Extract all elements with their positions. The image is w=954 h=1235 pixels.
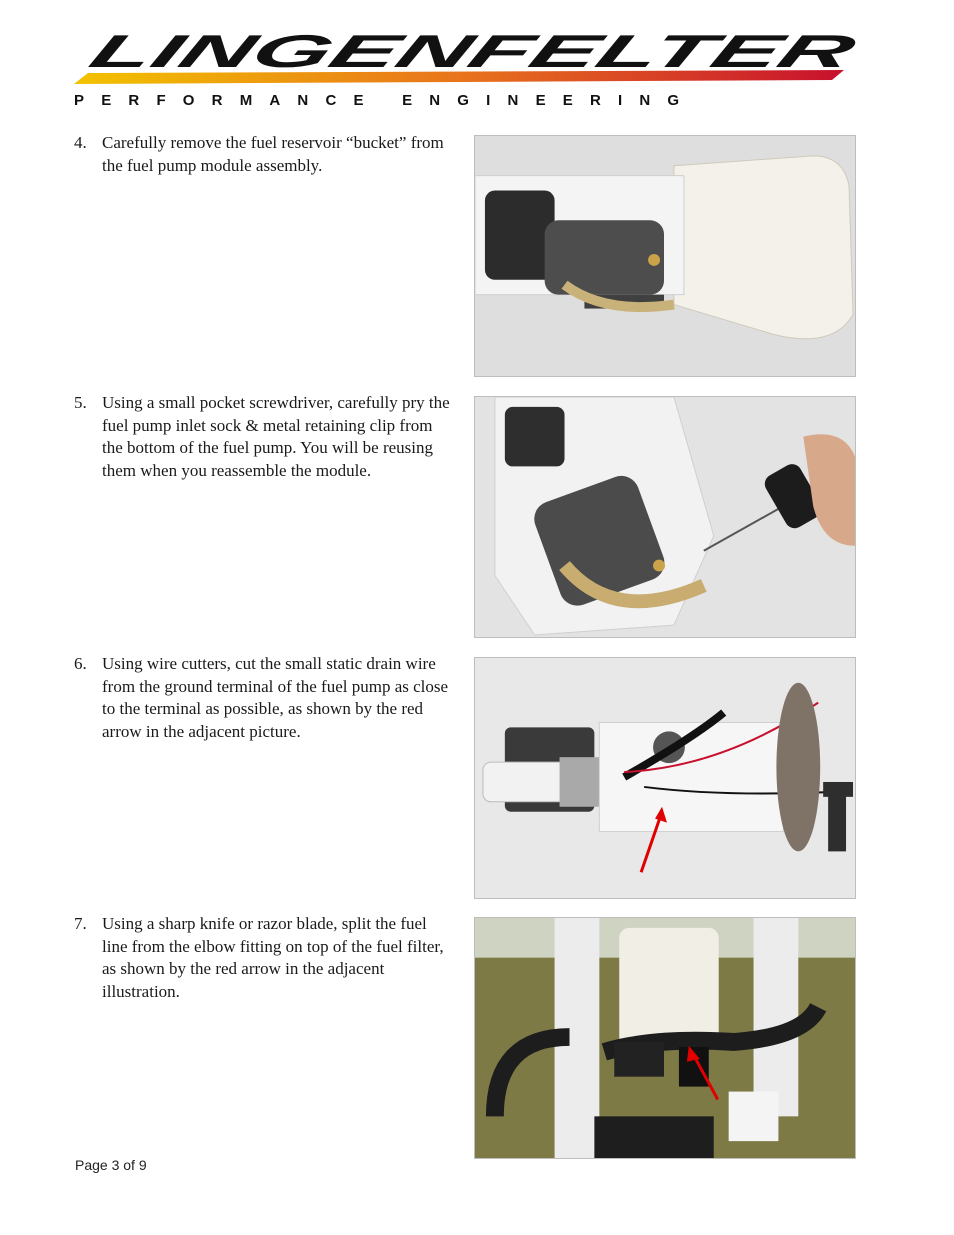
step-number: 4.	[74, 133, 87, 152]
step-text: Carefully remove the fuel reservoir “bucket” from the fuel pump module assembly.	[102, 133, 444, 175]
logo-tagline: PERFORMANCE ENGINEERING	[74, 92, 697, 109]
photo-fuel-line	[474, 917, 856, 1159]
step-6	[74, 653, 456, 743]
step-number: 5.	[74, 393, 87, 412]
photo-drain-wire	[474, 657, 856, 899]
photo-bucket-removal	[474, 135, 856, 377]
step-number: 7.	[74, 914, 87, 933]
step-5	[74, 392, 456, 482]
page-number: Page 3 of 9	[75, 1157, 147, 1173]
step-text: Using a small pocket screwdriver, carefully pry the fuel pump inlet sock & metal retaining clip from the bottom of the fuel pump. You will be reusing them when you reassemble the module.	[102, 393, 450, 480]
brand-logo	[74, 26, 860, 86]
photo-sock-removal	[474, 396, 856, 638]
step-text: Using wire cutters, cut the small static drain wire from the ground terminal of the fuel pump as close to the terminal as possible, as shown by the red arrow in the adjacent picture.	[102, 654, 449, 741]
step-7	[74, 913, 456, 1003]
step-4	[74, 132, 456, 177]
step-text: Using a sharp knife or razor blade, split the fuel line from the elbow fitting on top of the fuel filter, as shown by the red arrow in the adjacent illustration.	[102, 914, 444, 1001]
logo-wordmark: LINGENFELTER	[82, 26, 452, 78]
step-number: 6.	[74, 654, 87, 673]
